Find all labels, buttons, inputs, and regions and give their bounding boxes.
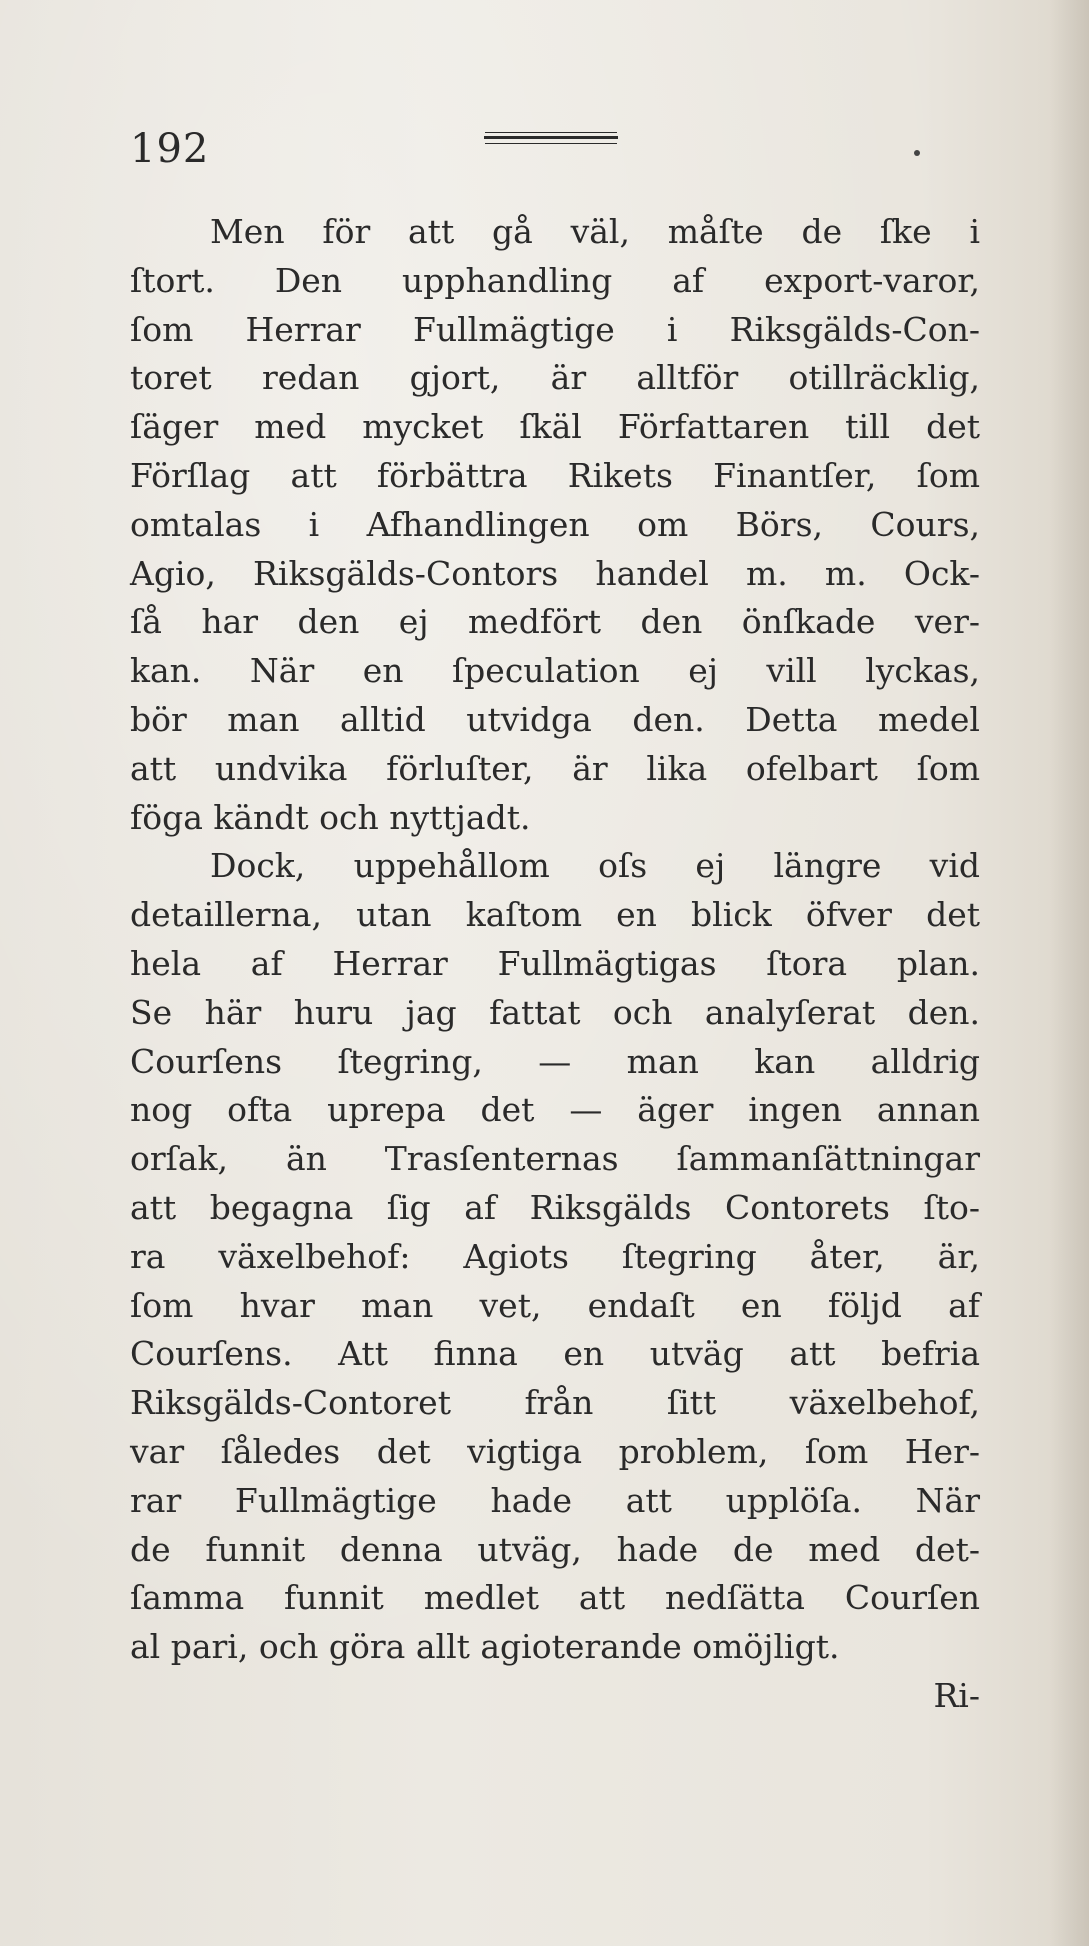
text-line: Agio, Riksgälds-Contors handel m. m. Ock- — [130, 553, 980, 593]
text-line: Dock, uppehållom oſs ej längre vid — [210, 846, 980, 886]
text-line: ſäger med mycket ſkäl Författaren till det — [130, 407, 980, 447]
page-edge-shadow — [1049, 0, 1089, 1946]
text-line: att begagna ſig af Riksgälds Contorets ſto- — [130, 1187, 980, 1227]
text-line: omtalas i Afhandlingen om Börs, Cours, — [130, 504, 980, 544]
page-number: 192 — [130, 126, 210, 172]
text-line: de funnit denna utväg, hade de med det- — [130, 1529, 980, 1569]
text-line: föga kändt och nyttjadt. — [130, 797, 531, 837]
text-line: Förſlag att förbättra Rikets Finantſer, ſom — [130, 455, 980, 495]
body-text — [130, 208, 980, 1721]
text-line: nog ofta uprepa det — äger ingen annan — [130, 1090, 980, 1130]
text-line: bör man alltid utvidga den. Detta medel — [130, 699, 980, 739]
text-line: Riksgälds-Contoret från ſitt växelbehof, — [130, 1383, 980, 1423]
text-line: al pari, och göra allt agioterande omöjligt. — [130, 1627, 840, 1667]
header-ornament-rule — [484, 136, 618, 139]
text-line: ſom hvar man vet, endaſt en följd af — [130, 1285, 980, 1325]
text-line: detaillerna, utan kaſtom en blick öfver det — [130, 895, 980, 935]
text-line: ra växelbehof: Agiots ſtegring åter, är, — [130, 1236, 980, 1276]
text-line: ſom Herrar Fullmägtige i Riksgälds-Con- — [130, 309, 980, 349]
text-line: Courſens. Att finna en utväg att befria — [130, 1334, 980, 1374]
text-line: ſtort. Den upphandling af export-varor, — [130, 260, 980, 300]
text-line: orſak, än Trasſenternas ſammanſättningar — [130, 1139, 980, 1179]
text-line: Courſens ſtegring, — man kan alldrig — [130, 1041, 980, 1081]
text-line: rar Fullmägtige hade att upplöſa. När — [130, 1480, 980, 1520]
text-line: toret redan gjort, är alltför otillräcklig, — [130, 358, 980, 398]
header-dot — [914, 150, 920, 156]
text-line: att undvika förluſter, är lika ofelbart ſom — [130, 748, 980, 788]
text-line: var ſåledes det vigtiga problem, ſom Her- — [130, 1431, 980, 1471]
text-line: Men för att gå väl, måſte de ſke i — [210, 212, 980, 251]
text-line: Se här huru jag fattat och analyſerat den. — [130, 992, 980, 1032]
text-line: ſamma funnit medlet att nedſätta Courſen — [130, 1578, 980, 1618]
text-line: ſå har den ej medfört den önſkade ver- — [130, 602, 980, 642]
text-line: kan. När en ſpeculation ej vill lyckas, — [130, 651, 980, 691]
catchword: Ri- — [933, 1675, 980, 1715]
text-line: hela af Herrar Fullmägtigas ſtora plan. — [130, 943, 980, 983]
